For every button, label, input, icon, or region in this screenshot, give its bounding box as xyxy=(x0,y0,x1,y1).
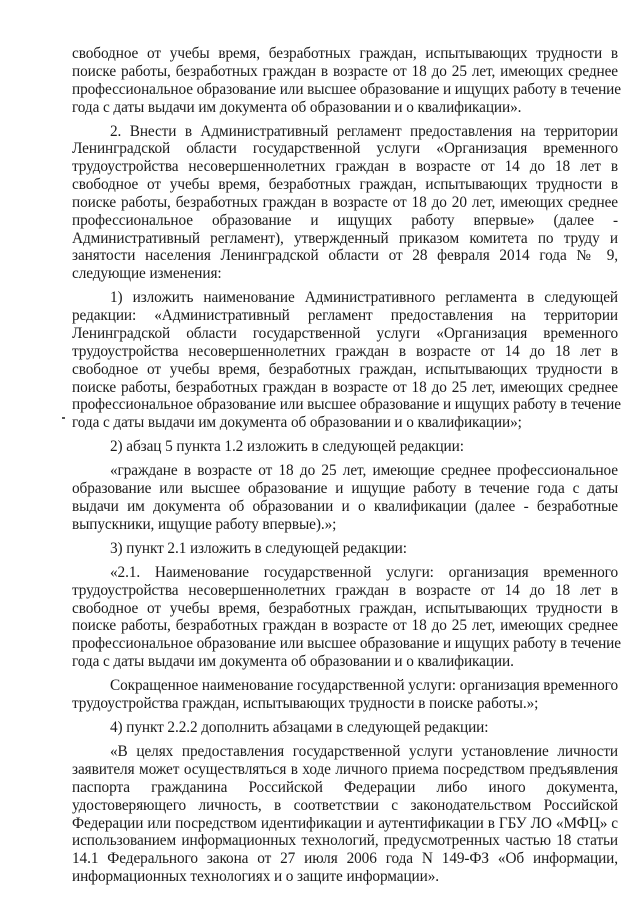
text-line: Административный регламент), утвержденный приказом комитета по труду и xyxy=(72,229,618,247)
text-line: Ленинградской области государственной услуги «Организация временного xyxy=(72,140,618,158)
text-line: паспорта гражданина Российской Федерации либо иного документа, xyxy=(72,778,618,796)
text-line: профессиональное образование или высшее образование и ищущих работу в течение xyxy=(72,635,621,653)
text-line: профессиональное образование или высшее образование и ищущих работу в течение xyxy=(72,80,621,98)
paragraph-first-line: 3) пункт 2.1 изложить в следующей редакции: xyxy=(110,539,407,557)
text-line: свободное от учебы время, безработных граждан, испытывающих трудности в xyxy=(72,360,618,378)
text-line: Ленинградской области государственной услуги «Организация временного xyxy=(72,325,618,342)
paragraph-first-line: «граждане в возрасте от 18 до 25 лет, имеющие среднее профессиональное xyxy=(110,462,618,480)
text-line: свободное от учебы время, безработных граждан, испытывающих трудности в xyxy=(72,176,618,194)
text-line: информационных технологиях и о защите информации». xyxy=(72,868,439,885)
text-line: поиске работы, безработных граждан в возрасте от 18 до 25 лет, имеющих среднее xyxy=(72,617,618,635)
text-line: трудоустройства несовершеннолетних граждан в возрасте от 14 до 18 лет в xyxy=(72,158,618,176)
text-line: Федерации или посредством идентификации и аутентификации в ГБУ ЛО «МФЦ» с xyxy=(72,814,618,832)
text-line: года с даты выдачи им документа об образовании и о квалификации. xyxy=(72,653,514,671)
text-line: свободное от учебы время, безработных граждан, испытывающих трудности в xyxy=(72,45,618,62)
text-line: образование или высшее образование и ищущие работу в течение года с даты xyxy=(72,480,618,498)
paragraph-first-line: 1) изложить наименование Административного регламента в следующей xyxy=(110,289,618,307)
text-line: заявителя может осуществляться в ходе личного приема посредством предъявления xyxy=(72,761,618,778)
text-line: редакции: «Административный регламент предоставления на территории xyxy=(72,307,618,325)
text-line: года с даты выдачи им документа об образовании и о квалификации». xyxy=(72,98,522,116)
text-line: трудоустройства несовершеннолетних граждан в возрасте от 14 до 18 лет в xyxy=(72,581,618,599)
text-line: поиске работы, безработных граждан в возрасте от 18 до 25 лет, имеющих среднее xyxy=(72,378,618,396)
text-line: использованием информационных технологий, предусмотренных частью 18 статьи xyxy=(72,832,618,850)
paragraph-first-line: «В целях предоставления государственной услуги установление личности xyxy=(110,743,618,761)
paragraph-first-line: 2) абзац 5 пункта 1.2 изложить в следующей редакции: xyxy=(110,438,464,456)
paragraph-first-line: 2. Внести в Административный регламент предоставления на территории xyxy=(110,122,618,140)
text-line: трудоустройства граждан, испытывающих трудности в поиске работы.»; xyxy=(72,695,539,712)
paragraph-first-line: Сокращенное наименование государственной услуги: организация временного xyxy=(110,677,618,695)
text-line: 14.1 Федерального закона от 27 июля 2006 года N 149-ФЗ «Об информации, xyxy=(72,850,618,868)
text-line: занятости населения Ленинградской области от 28 февраля 2014 года № 9, xyxy=(72,247,618,265)
text-line: поиске работы, безработных граждан в возрасте от 18 до 25 лет, имеющих среднее xyxy=(72,62,618,80)
text-line: следующие изменения: xyxy=(72,265,222,283)
text-line: трудоустройства несовершеннолетних граждан в возрасте от 14 до 18 лет в xyxy=(72,342,618,360)
text-line: выпускники, ищущие работу впервые).»; xyxy=(72,515,337,533)
text-line: профессиональное образование и ищущих работу впервые» (далее - xyxy=(72,211,618,229)
text-line: свободное от учебы время, безработных граждан, испытывающих трудности в xyxy=(72,599,618,617)
text-line: года с даты выдачи им документа об образовании и о квалификации»; xyxy=(72,414,522,432)
paragraph-first-line: «2.1. Наименование государственной услуги: организация временного xyxy=(110,563,618,581)
text-line: выдачи им документа об образовании и о квалификации (далее - безработные xyxy=(72,498,618,515)
paragraph-first-line: 4) пункт 2.2.2 дополнить абзацами в следующей редакции: xyxy=(110,719,489,737)
text-line: удостоверяющего личность, в соответствии с законодательством Российской xyxy=(72,796,618,814)
text-line: поиске работы, безработных граждан в возрасте от 18 до 20 лет, имеющих среднее xyxy=(72,193,618,211)
text-line: профессиональное образование или высшее образование и ищущих работу в течение xyxy=(72,396,621,414)
scan-speck xyxy=(62,417,65,419)
